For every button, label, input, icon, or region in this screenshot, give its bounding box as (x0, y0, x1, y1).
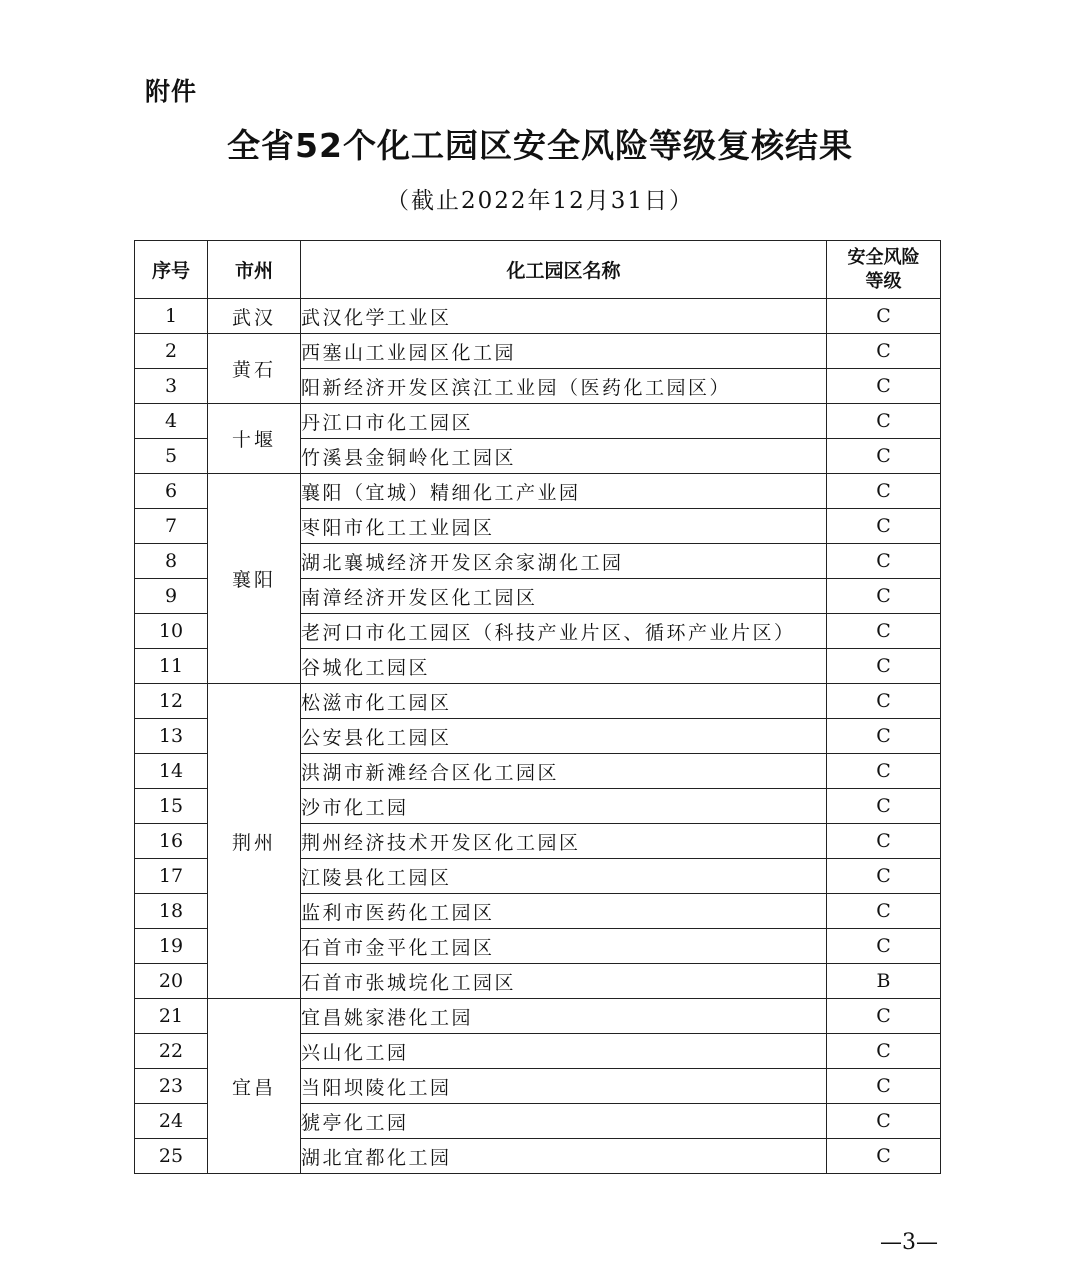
row-park-name: 枣阳市化工工业园区 (301, 509, 827, 544)
row-city: 黄石 (208, 334, 301, 404)
row-seq: 8 (135, 544, 208, 579)
row-seq: 11 (135, 649, 208, 684)
row-park-name: 松滋市化工园区 (301, 684, 827, 719)
row-seq: 14 (135, 754, 208, 789)
row-seq: 22 (135, 1034, 208, 1069)
row-seq: 19 (135, 929, 208, 964)
row-risk-grade: C (827, 754, 941, 789)
header-grade (827, 241, 941, 299)
row-seq: 13 (135, 719, 208, 754)
row-city: 宜昌 (208, 999, 301, 1174)
row-seq: 12 (135, 684, 208, 719)
header-grade-line1: 安全风险 (847, 246, 920, 268)
header-row (135, 241, 941, 299)
row-park-name: 荆州经济技术开发区化工园区 (301, 824, 827, 859)
row-risk-grade: C (827, 1069, 941, 1104)
row-park-name: 洪湖市新滩经合区化工园区 (301, 754, 827, 789)
row-city: 武汉 (208, 299, 301, 334)
row-risk-grade: C (827, 299, 941, 334)
row-risk-grade: C (827, 544, 941, 579)
row-park-name: 丹江口市化工园区 (301, 404, 827, 439)
row-risk-grade: C (827, 369, 941, 404)
row-risk-grade: C (827, 789, 941, 824)
row-seq: 23 (135, 1069, 208, 1104)
row-park-name: 老河口市化工园区（科技产业片区、循环产业片区） (301, 614, 827, 649)
header-name: 化工园区名称 (301, 241, 827, 299)
table-row (135, 999, 941, 1034)
table-row (135, 684, 941, 719)
row-seq: 4 (135, 404, 208, 439)
table-body (135, 299, 941, 1174)
row-risk-grade: C (827, 1034, 941, 1069)
row-risk-grade: C (827, 824, 941, 859)
row-risk-grade: C (827, 719, 941, 754)
table-row (135, 299, 941, 334)
row-park-name: 湖北襄城经济开发区余家湖化工园 (301, 544, 827, 579)
row-seq: 20 (135, 964, 208, 999)
row-risk-grade: C (827, 649, 941, 684)
row-park-name: 兴山化工园 (301, 1034, 827, 1069)
row-park-name: 宜昌姚家港化工园 (301, 999, 827, 1034)
row-risk-grade: C (827, 894, 941, 929)
row-park-name: 竹溪县金铜岭化工园区 (301, 439, 827, 474)
row-risk-grade: C (827, 1104, 941, 1139)
row-seq: 24 (135, 1104, 208, 1139)
row-risk-grade: C (827, 404, 941, 439)
row-park-name: 监利市医药化工园区 (301, 894, 827, 929)
row-seq: 25 (135, 1139, 208, 1174)
row-seq: 7 (135, 509, 208, 544)
results-table (134, 240, 941, 1174)
row-city: 荆州 (208, 684, 301, 999)
row-park-name: 襄阳（宜城）精细化工产业园 (301, 474, 827, 509)
row-risk-grade: C (827, 684, 941, 719)
row-park-name: 当阳坝陵化工园 (301, 1069, 827, 1104)
row-risk-grade: C (827, 509, 941, 544)
table-row (135, 404, 941, 439)
document-title: 全省52个化工园区安全风险等级复核结果 (227, 126, 853, 165)
row-park-name: 阳新经济开发区滨江工业园（医药化工园区） (301, 369, 827, 404)
row-park-name: 石首市金平化工园区 (301, 929, 827, 964)
row-park-name: 谷城化工园区 (301, 649, 827, 684)
row-park-name: 南漳经济开发区化工园区 (301, 579, 827, 614)
row-park-name: 江陵县化工园区 (301, 859, 827, 894)
row-risk-grade: C (827, 579, 941, 614)
row-seq: 17 (135, 859, 208, 894)
row-seq: 16 (135, 824, 208, 859)
table-row (135, 474, 941, 509)
row-risk-grade: B (827, 964, 941, 999)
row-park-name: 湖北宜都化工园 (301, 1139, 827, 1174)
attachment-label: 附件 (145, 77, 198, 106)
row-park-name: 猇亭化工园 (301, 1104, 827, 1139)
row-seq: 6 (135, 474, 208, 509)
row-risk-grade: C (827, 1139, 941, 1174)
row-risk-grade: C (827, 859, 941, 894)
row-park-name: 石首市张城垸化工园区 (301, 964, 827, 999)
header-grade-line2: 等级 (865, 270, 902, 292)
document-subtitle: （截止2022年12月31日） (385, 188, 695, 214)
row-seq: 15 (135, 789, 208, 824)
row-park-name: 公安县化工园区 (301, 719, 827, 754)
table-header (135, 241, 941, 299)
row-city: 襄阳 (208, 474, 301, 684)
row-risk-grade: C (827, 334, 941, 369)
row-seq: 18 (135, 894, 208, 929)
row-seq: 21 (135, 999, 208, 1034)
row-park-name: 武汉化学工业区 (301, 299, 827, 334)
header-city: 市州 (208, 241, 301, 299)
row-seq: 9 (135, 579, 208, 614)
row-park-name: 西塞山工业园区化工园 (301, 334, 827, 369)
row-seq: 5 (135, 439, 208, 474)
row-risk-grade: C (827, 474, 941, 509)
row-risk-grade: C (827, 929, 941, 964)
row-park-name: 沙市化工园 (301, 789, 827, 824)
row-risk-grade: C (827, 614, 941, 649)
row-city: 十堰 (208, 404, 301, 474)
row-seq: 1 (135, 299, 208, 334)
header-seq: 序号 (135, 241, 208, 299)
row-risk-grade: C (827, 999, 941, 1034)
row-risk-grade: C (827, 439, 941, 474)
page-number: —3— (880, 1230, 938, 1255)
row-seq: 2 (135, 334, 208, 369)
row-seq: 10 (135, 614, 208, 649)
row-seq: 3 (135, 369, 208, 404)
table-row (135, 334, 941, 369)
